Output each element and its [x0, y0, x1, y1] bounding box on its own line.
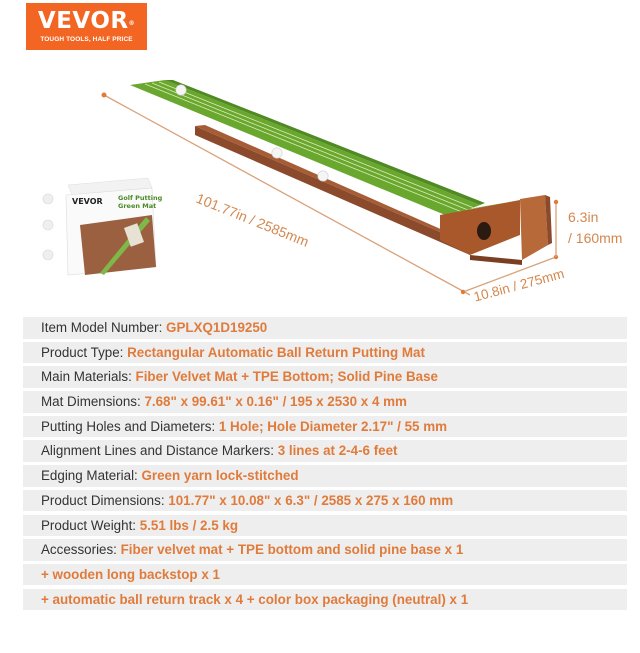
spec-table [23, 317, 627, 613]
spec-row-mat-dimensions [23, 391, 627, 413]
logo-brand [26, 8, 147, 35]
spec-value: 101.77" x 10.08" x 6.3" / 2585 x 275 x 160 mm [168, 492, 454, 508]
spec-row-edging-material [23, 465, 627, 487]
box-title [118, 194, 162, 210]
width-dimension-label: 10.8in / 275mm [472, 265, 566, 305]
spec-value: Green yarn lock-stitched [141, 468, 299, 484]
spec-row-accessories [23, 539, 627, 561]
height-dimension-label [568, 207, 622, 249]
spec-label: Alignment Lines and Distance Markers: [41, 443, 278, 459]
spec-label: Product Dimensions: [41, 492, 169, 508]
spec-value: 3 lines at 2-4-6 feet [277, 443, 398, 459]
spec-label: Accessories: [41, 542, 121, 558]
spec-value: 7.68" x 99.61" x 0.16" / 195 x 2530 x 4 mm [144, 394, 407, 410]
box-title-line2: Green Mat [118, 202, 157, 210]
spec-label: Product Weight: [41, 517, 140, 533]
spec-value: Fiber Velvet Mat + TPE Bottom; Solid Pine Base [135, 369, 438, 385]
logo-tagline: TOUGH TOOLS, HALF PRICE [40, 36, 133, 43]
spec-row-accessories-cont-2 [23, 589, 627, 611]
vevor-logo [26, 3, 147, 50]
height-dimension-line2: / 160mm [568, 230, 623, 246]
spec-row-model-number [23, 317, 627, 339]
spec-row-product-weight [23, 515, 627, 537]
spec-value: 1 Hole; Hole Diameter 2.17" / 55 mm [218, 418, 448, 434]
spec-row-product-dimensions [23, 490, 627, 512]
spec-value: 5.51 lbs / 2.5 kg [139, 517, 239, 533]
spec-value: GPLXQ1D19250 [166, 320, 268, 335]
box-title-line1: Golf Putting [118, 194, 163, 202]
spec-row-putting-holes [23, 416, 627, 438]
spec-label: Product Type: [41, 344, 128, 360]
spec-value: Rectangular Automatic Ball Return Putting Mat [127, 344, 425, 360]
spec-value: Fiber velvet mat + TPE bottom and solid pine base x 1 [120, 542, 464, 558]
height-dimension-line1: 6.3in [568, 209, 599, 225]
spec-row-main-materials [23, 366, 627, 388]
spec-label: Item Model Number: [41, 320, 167, 335]
logo-brand-text: VEVOR [37, 8, 129, 34]
registered-mark: ® [128, 20, 136, 27]
spec-value: + wooden long backstop x 1 [41, 566, 220, 582]
spec-row-accessories-cont-1 [23, 564, 627, 586]
spec-label: Main Materials: [41, 369, 136, 385]
spec-value: + automatic ball return track x 4 + color box packaging (neutral) x 1 [41, 591, 469, 607]
spec-label: Edging Material: [41, 468, 142, 484]
spec-row-alignment-lines [23, 440, 627, 462]
spec-label: Putting Holes and Diameters: [41, 418, 219, 434]
spec-row-product-type [23, 342, 627, 364]
length-dimension-label: 101.77in / 2585mm [194, 190, 312, 250]
spec-label: Mat Dimensions: [41, 394, 145, 410]
box-brand: VEVOR [72, 197, 103, 206]
